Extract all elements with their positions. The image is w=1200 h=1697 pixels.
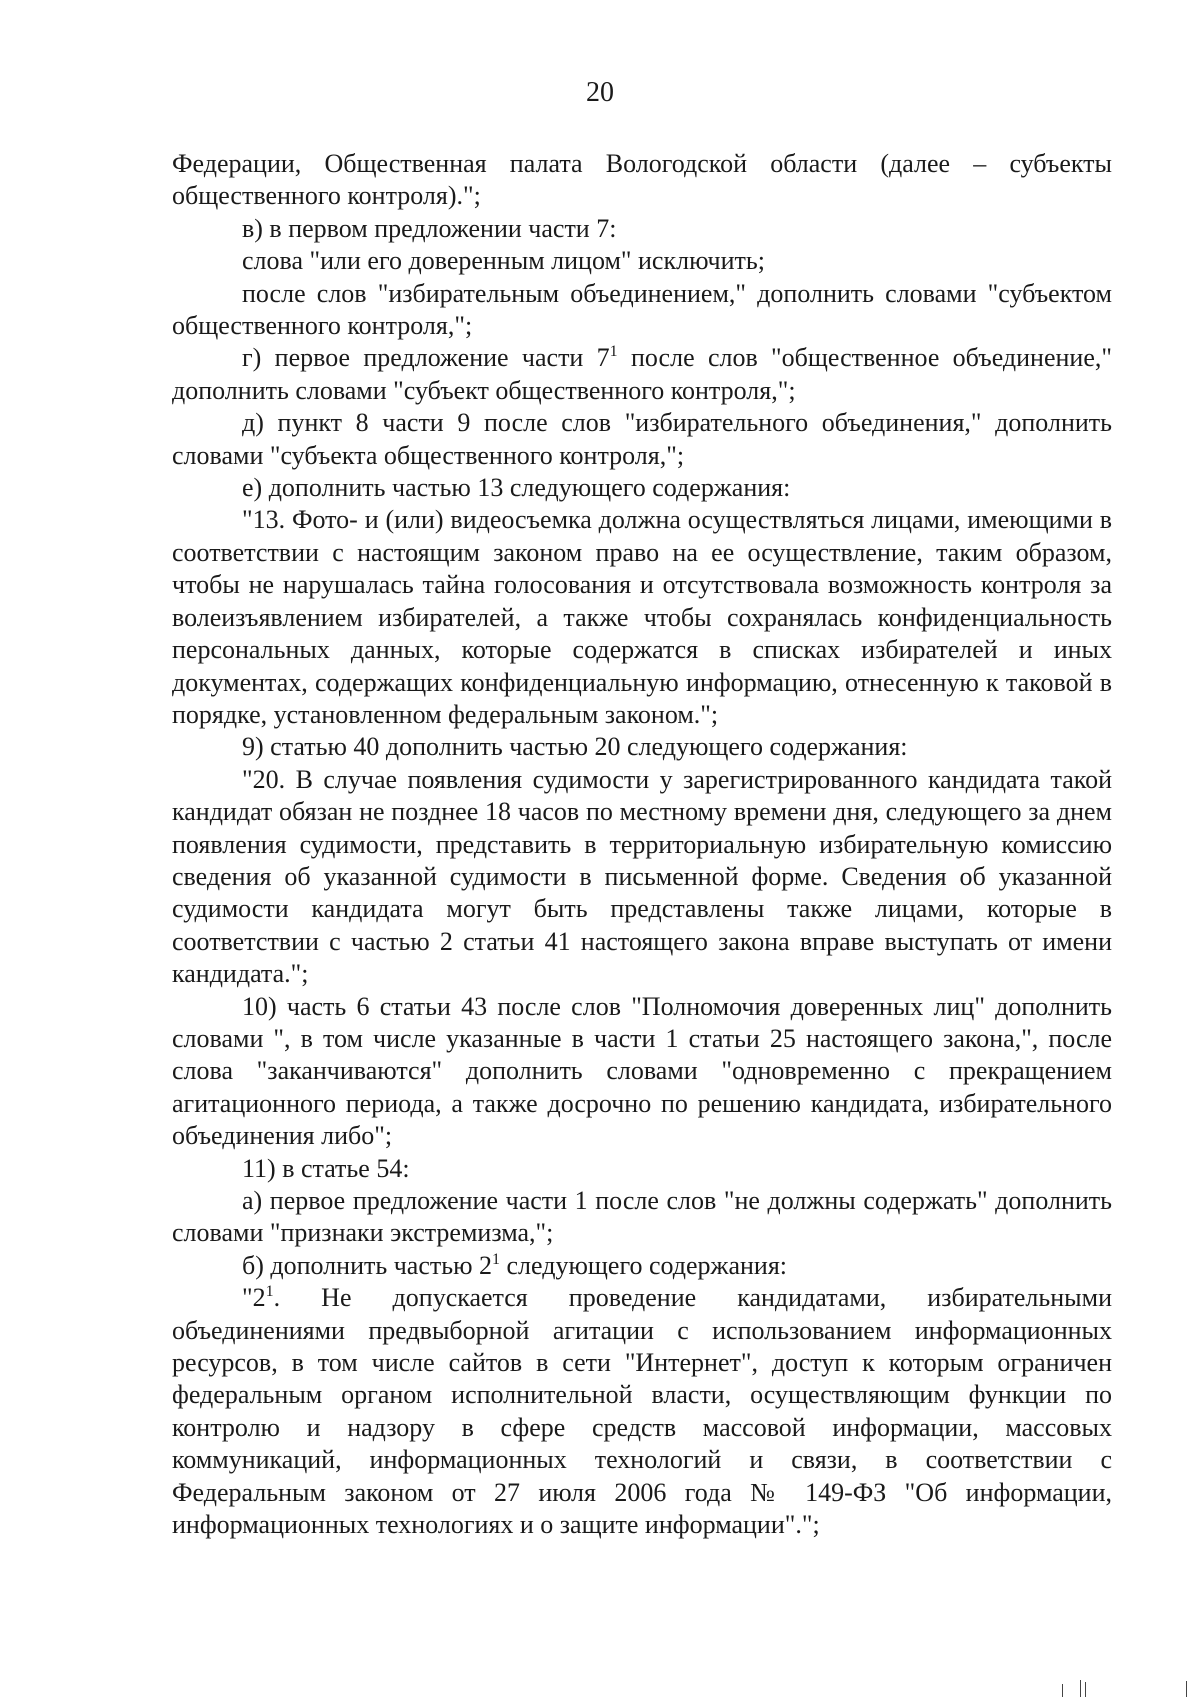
paragraph-4: после слов "избирательным объединением," дополнить словами "субъектом общественного контроля,"; — [172, 278, 1112, 341]
paragraph-7: е) дополнить частью 13 следующего содержания: — [242, 473, 791, 503]
paragraph-14-start: б) дополнить частью 2 — [242, 1250, 493, 1280]
superscript: 1 — [265, 1283, 274, 1301]
superscript: 1 — [492, 1250, 501, 1268]
paragraph-9: 9) статью 40 дополнить частью 20 следующего содержания: — [242, 732, 908, 762]
paragraph-13: а) первое предложение части 1 после слов "не должны содержать" дополнить словами "признаки экстремизма,"; — [172, 1186, 1112, 1248]
paragraph-15-end: . Не допускается проведение кандидатами, избирательными объединениями предвыборной агитации с использованием информационных ресурсов, в том числе сайтов в сети "Интернет", доступ к которым ограничен федеральным органом исполнительной власти, осуществляющим функции по контролю и надзору в сфере средств массовой информации, массовых коммуникаций, информационных технологий и связи, в соответствии с Федеральным законом от 27 июля 2006 года № 149-ФЗ "Об информации, информационных технологиях и о защите информации"."; — [172, 1283, 1112, 1540]
paragraph-12: 11) в статье 54: — [242, 1153, 410, 1183]
paragraph-15 — [172, 1282, 1112, 1541]
paragraph-5-start: г) первое предложение части 7 — [242, 343, 610, 373]
superscript: 1 — [609, 343, 618, 361]
paragraph-10: "20. В случае появления судимости у зарегистрированного кандидата такой кандидат обязан не позднее 18 часов по местному времени дня, следующего за днем появления судимости, представить в территориальную избирательную комиссию сведения об указанной судимости в письменной форме. Сведения об указанной судимости кандидата могут быть представлены также лицами, которые в соответствии с частью 2 статьи 41 настоящего закона вправе выступать от имени кандидата."; — [172, 764, 1112, 989]
paragraph-1: Федерации, Общественная палата Вологодской области (далее – субъекты общественного контроля)."; — [172, 149, 1112, 211]
paragraph-8: "13. Фото- и (или) видеосъемка должна осуществляться лицами, имеющими в соответствии с настоящим законом право на ее осуществление, таким образом, чтобы не нарушалась тайна голосования и отсутствовала возможность контроля за волеизъявлением избирателей, а также чтобы сохранялась конфиденциальность персональных данных, которые содержатся в списках избирателей и иных документах, содержащих конфиденциальную информацию, отнесенную к таковой в порядке, установленном федеральным законом."; — [172, 505, 1112, 729]
document-body — [172, 148, 1112, 1541]
scan-artifact — [1085, 1682, 1086, 1697]
paragraph-3: слова "или его доверенным лицом" исключить; — [242, 246, 765, 276]
paragraph-2: в) в первом предложении части 7: — [242, 213, 617, 243]
scan-artifact — [1062, 1684, 1063, 1697]
scan-artifact — [1186, 1681, 1187, 1697]
paragraph-6: д) пункт 8 части 9 после слов "избирательного объединения," дополнить словами "субъекта общественного контроля,"; — [172, 408, 1112, 470]
paragraph-5 — [172, 342, 1112, 407]
paragraph-14-end: следующего содержания: — [500, 1250, 788, 1280]
paragraph-11: 10) часть 6 статьи 43 после слов "Полномочия доверенных лиц" дополнить словами ", в том числе указанные в части 1 статьи 25 настоящего закона,", после слова "заканчиваются" дополнить словами "одновременно с прекращением агитационного периода, а также досрочно по решению кандидата, избирательного объединения либо"; — [172, 991, 1112, 1151]
page-number: 20 — [586, 77, 614, 108]
paragraph-14 — [172, 1250, 1112, 1282]
paragraph-5-end: после слов "общественное объединение," дополнить словами "субъект общественного контроля,"; — [172, 343, 1112, 405]
scan-artifact — [1080, 1680, 1081, 1697]
paragraph-15-start: "2 — [242, 1283, 266, 1313]
